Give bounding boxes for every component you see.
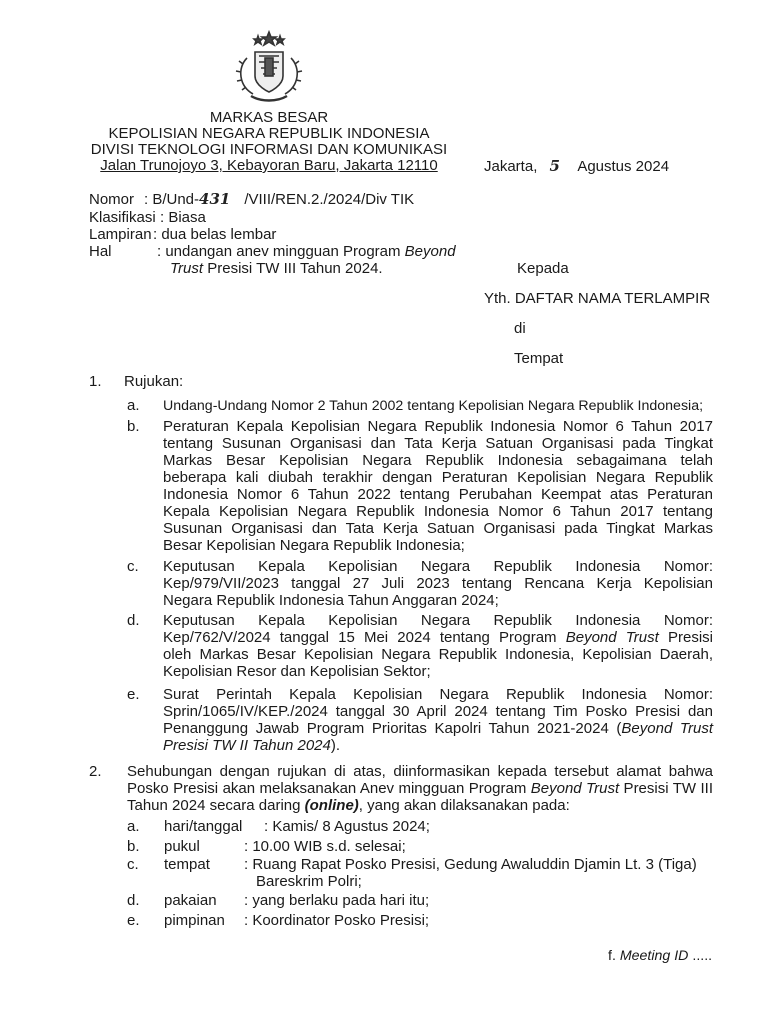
item-2a-letter: a. xyxy=(127,818,140,835)
date-line xyxy=(484,158,669,175)
item-1b-line: Indonesia Nomor 6 Tahun 2022 tentang Perubahan Keempat atas Peraturan xyxy=(163,486,713,503)
date-city: Jakarta, xyxy=(484,158,538,175)
item-2e-letter: e. xyxy=(127,912,140,929)
item-1c-line: Kep/979/VII/2023 tanggal 27 Juli 2023 tentang Rencana Kerja Kepolisian xyxy=(163,575,713,592)
item-1d-italic: Beyond Trust xyxy=(565,629,659,646)
nomor-value xyxy=(144,191,414,208)
recipient-yth: Yth. DAFTAR NAMA TERLAMPIR xyxy=(484,290,711,307)
item-1b-line: tentang Susunan Organisasi dan Tata Kerja Satuan Organisasi pada Tingkat xyxy=(163,435,713,452)
section-1-title: Rujukan: xyxy=(124,373,184,390)
item-2d-letter: d. xyxy=(127,892,140,909)
item-2a-label: hari/tanggal xyxy=(164,818,243,835)
continuation-italic: Meeting ID xyxy=(619,948,689,964)
police-emblem-icon xyxy=(225,28,313,104)
item-1e-line: Sprin/1065/IV/KEP./2024 tanggal 30 April 2024 tentang Tim Posko Presisi dan xyxy=(163,703,713,720)
item-2d-label: pakaian xyxy=(164,892,217,909)
hal-italic-2: Trust xyxy=(170,260,204,277)
date-month-year: Agustus 2024 xyxy=(577,158,670,175)
hal-text-1: : undangan anev mingguan Program xyxy=(157,243,405,260)
item-2d-value: : yang berlaku pada hari itu; xyxy=(244,892,430,909)
item-1a-text: Undang-Undang Nomor 2 Tahun 2002 tentang Kepolisian Negara Republik Indonesia; xyxy=(163,398,704,414)
item-1b-text xyxy=(163,418,713,554)
nomor-handwritten: 431 xyxy=(199,190,231,208)
item-1d-text-b: Presisi xyxy=(658,629,713,646)
item-2e-label: pimpinan xyxy=(164,912,225,929)
recipient-kepada: Kepada xyxy=(517,260,569,277)
item-1d-text xyxy=(163,612,713,680)
item-1b-line: Markas Besar Kepolisian Negara Republik Indonesia sebagaimana telah xyxy=(163,452,713,469)
nomor-suffix: /VIII/REN.2./2024/Div TIK xyxy=(244,191,415,208)
section-2-italic: Beyond Trust xyxy=(530,780,620,797)
section-2-text-d: , yang akan dilaksanakan pada: xyxy=(358,797,570,814)
item-1c-line: Negara Republik Indonesia Tahun Anggaran 2024; xyxy=(163,592,499,609)
section-2-text-b: Presisi TW III xyxy=(619,780,713,797)
hal-value-line-2 xyxy=(170,260,383,277)
section-2-bold-italic: (online) xyxy=(304,797,359,814)
item-1e-text xyxy=(163,686,713,754)
item-1d-line: Keputusan Kepala Kepolisian Negara Republik Indonesia Nomor: xyxy=(163,612,713,629)
item-2a-value: : Kamis/ 8 Agustus 2024; xyxy=(264,818,430,835)
item-1e-text-b: ). xyxy=(330,737,341,754)
item-1b-line: beberapa kali diubah terakhir dengan Peraturan Kepolisian Negara Republik xyxy=(163,469,713,486)
lampiran-value: : dua belas lembar xyxy=(153,226,277,243)
section-2-text-c: Tahun 2024 secara daring xyxy=(127,797,305,814)
continuation-suffix: ..... xyxy=(688,948,713,964)
klasifikasi-value: : Biasa xyxy=(160,209,206,226)
item-1c-line: Keputusan Kepala Kepolisian Negara Republik Indonesia Nomor: xyxy=(163,558,713,575)
nomor-label: Nomor xyxy=(89,191,135,208)
item-1c-letter: c. xyxy=(127,558,139,575)
item-1d-line: oleh Markas Besar Kepolisian Negara Republik Indonesia, Kepolisian Daerah, xyxy=(163,646,713,663)
hal-value-line-1 xyxy=(157,243,456,260)
item-2e-value: : Koordinator Posko Presisi; xyxy=(244,912,430,929)
item-1e-line: Surat Perintah Kepala Kepolisian Negara Republik Indonesia Nomor: xyxy=(163,686,713,703)
header-line-2: KEPOLISIAN NEGARA REPUBLIK INDONESIA xyxy=(108,125,430,142)
header-line-3: DIVISI TEKNOLOGI INFORMASI DAN KOMUNIKASI xyxy=(90,141,448,158)
hal-text-2: Presisi TW III Tahun 2024. xyxy=(203,260,383,277)
section-2-text xyxy=(127,763,713,814)
item-2b-value: : 10.00 WIB s.d. selesai; xyxy=(244,838,406,855)
item-2b-label: pukul xyxy=(164,838,200,855)
lampiran-label: Lampiran xyxy=(89,226,152,243)
header-line-1: MARKAS BESAR xyxy=(209,109,329,126)
item-2c-label: tempat xyxy=(164,856,210,873)
section-2-line xyxy=(127,797,713,814)
klasifikasi-label: Klasifikasi xyxy=(89,209,156,226)
nomor-prefix: : B/Und- xyxy=(144,191,200,208)
item-1d-line xyxy=(163,629,713,646)
item-1e-line xyxy=(163,737,713,754)
hal-italic-1: Beyond xyxy=(404,243,456,260)
item-1e-text-a: Penanggung Jawab Program Prioritas Kapolri Tahun 2021-2024 ( xyxy=(163,720,622,737)
item-2c-value: : Ruang Rapat Posko Presisi, Gedung Awaluddin Djamin Lt. 3 (Tiga) xyxy=(244,856,697,873)
item-1e-letter: e. xyxy=(127,686,140,703)
item-1c-text xyxy=(163,558,713,609)
item-1e-italic: Beyond Trust xyxy=(621,720,713,737)
section-2-line: Sehubungan dengan rujukan di atas, diinformasikan kepada tersebut alamat bahwa xyxy=(127,763,713,780)
date-day: 5 xyxy=(549,157,560,175)
continuation-note xyxy=(608,948,712,964)
header-address: Jalan Trunojoyo 3, Kebayoran Baru, Jakarta 12110 xyxy=(100,157,438,174)
item-2c-value-line-2: Bareskrim Polri; xyxy=(256,873,362,890)
item-1d-text-a: Kep/762/V/2024 tanggal 15 Mei 2024 tentang Program xyxy=(163,629,566,646)
item-1e-line xyxy=(163,720,713,737)
item-1b-letter: b. xyxy=(127,418,140,435)
item-1e-italic-2: Presisi TW II Tahun 2024 xyxy=(163,737,331,754)
item-1a-letter: a. xyxy=(127,397,140,414)
section-2-number: 2. xyxy=(89,763,102,780)
item-2b-letter: b. xyxy=(127,838,140,855)
recipient-tempat: Tempat xyxy=(514,350,564,367)
item-1d-line: Kepolisian Resor dan Kepolisian Sektor; xyxy=(163,663,431,680)
section-2-text-a: Posko Presisi akan melaksanakan Anev mingguan Program xyxy=(127,780,531,797)
hal-label: Hal xyxy=(89,243,112,260)
section-2-line xyxy=(127,780,713,797)
continuation-prefix: f. xyxy=(608,948,620,964)
item-1d-letter: d. xyxy=(127,612,140,629)
item-1b-line: Kepala Kepolisian Negara Republik Indonesia Nomor 6 Tahun 2017 tentang xyxy=(163,503,713,520)
item-2c-letter: c. xyxy=(127,856,139,873)
item-1b-line: Peraturan Kepala Kepolisian Negara Republik Indonesia Nomor 6 Tahun 2017 xyxy=(163,418,713,435)
item-1b-line: Besar Kepolisian Negara Republik Indonesia; xyxy=(163,537,465,554)
item-1b-line: Susunan Organisasi dan Tata Kerja Satuan Organisasi pada Tingkat Markas xyxy=(163,520,713,537)
section-1-number: 1. xyxy=(89,373,102,390)
recipient-di: di xyxy=(514,320,526,337)
